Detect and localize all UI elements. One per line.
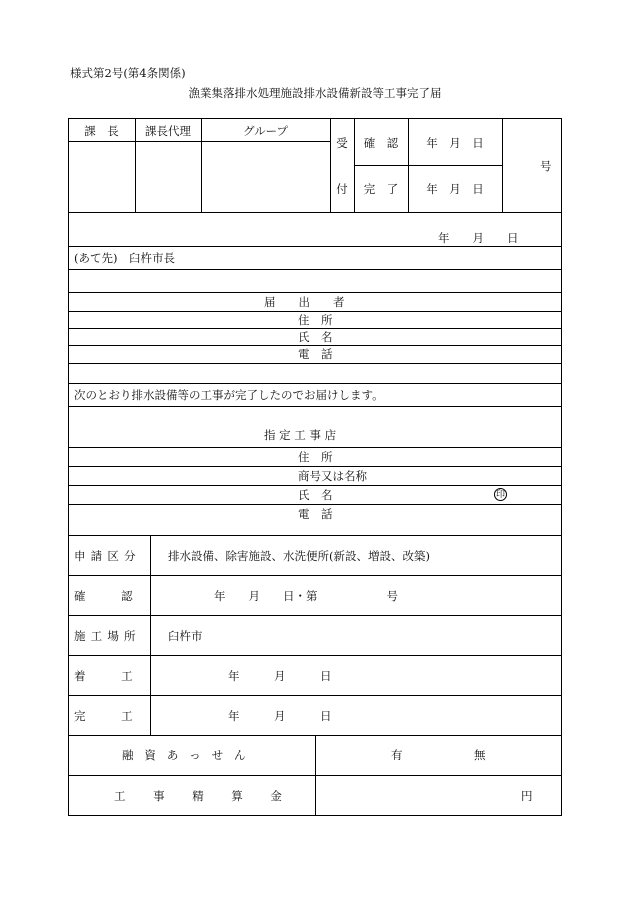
submission-date: 年 月 日 [438, 231, 519, 245]
category-value: 排水設備、除害施設、水洗便所(新設、増設、改築) [168, 549, 430, 563]
kanryo-label: 完 了 [363, 182, 399, 196]
form-number: 様式第2号(第4条関係) [70, 66, 186, 80]
start-value: 年 月 日 [228, 669, 332, 683]
start-label: 着工 [74, 669, 169, 683]
completion-statement: 次のとおり排水設備等の工事が完了したのでお届けします。 [74, 388, 384, 402]
loan-yes: 有 [391, 748, 403, 762]
applicant-name-label: 氏 名 [298, 330, 333, 344]
settlement-unit: 円 [521, 789, 533, 803]
kanryo-date: 年 月 日 [426, 182, 484, 196]
tsuki-label: 付 [336, 182, 348, 196]
applicant-address-label: 住 所 [298, 313, 333, 327]
loan-no: 無 [474, 748, 486, 762]
site-value: 臼杵市 [168, 629, 203, 643]
finish-value: 年 月 日 [228, 709, 332, 723]
col-kacho-dairi: 課長代理 [145, 124, 191, 138]
confirm-value: 年 月 日・第 号 [214, 589, 398, 603]
applicant-heading: 届 出 者 [264, 295, 345, 309]
addressee: (あて先) 臼杵市長 [74, 251, 175, 265]
loan-label: 融資あっせん [122, 748, 257, 762]
contractor-heading: 指 定 工 事 店 [264, 428, 337, 442]
confirm-label: 確認 [74, 589, 169, 603]
seal-mark-icon: 印 [495, 490, 505, 500]
site-label: 施工場所 [74, 629, 141, 643]
receipt-number-mark: 号 [540, 159, 552, 173]
finish-label: 完工 [74, 709, 169, 723]
contractor-trade-name-label: 商号又は名称 [298, 469, 367, 483]
settlement-label: 工事精算金 [114, 789, 310, 803]
form-title: 漁業集落排水処理施設排水設備新設等工事完了届 [188, 86, 442, 100]
category-label: 申請区分 [74, 549, 141, 563]
kakunin-label: 確 認 [363, 136, 399, 150]
applicant-phone-label: 電 話 [298, 347, 333, 361]
kakunin-date: 年 月 日 [426, 136, 484, 150]
col-group: グループ [242, 124, 289, 138]
col-kacho: 課 長 [84, 124, 119, 138]
contractor-address-label: 住 所 [298, 450, 333, 464]
contractor-phone-label: 電 話 [298, 507, 333, 521]
uke-label: 受 [336, 136, 348, 150]
contractor-name-label: 氏 名 [298, 488, 333, 502]
